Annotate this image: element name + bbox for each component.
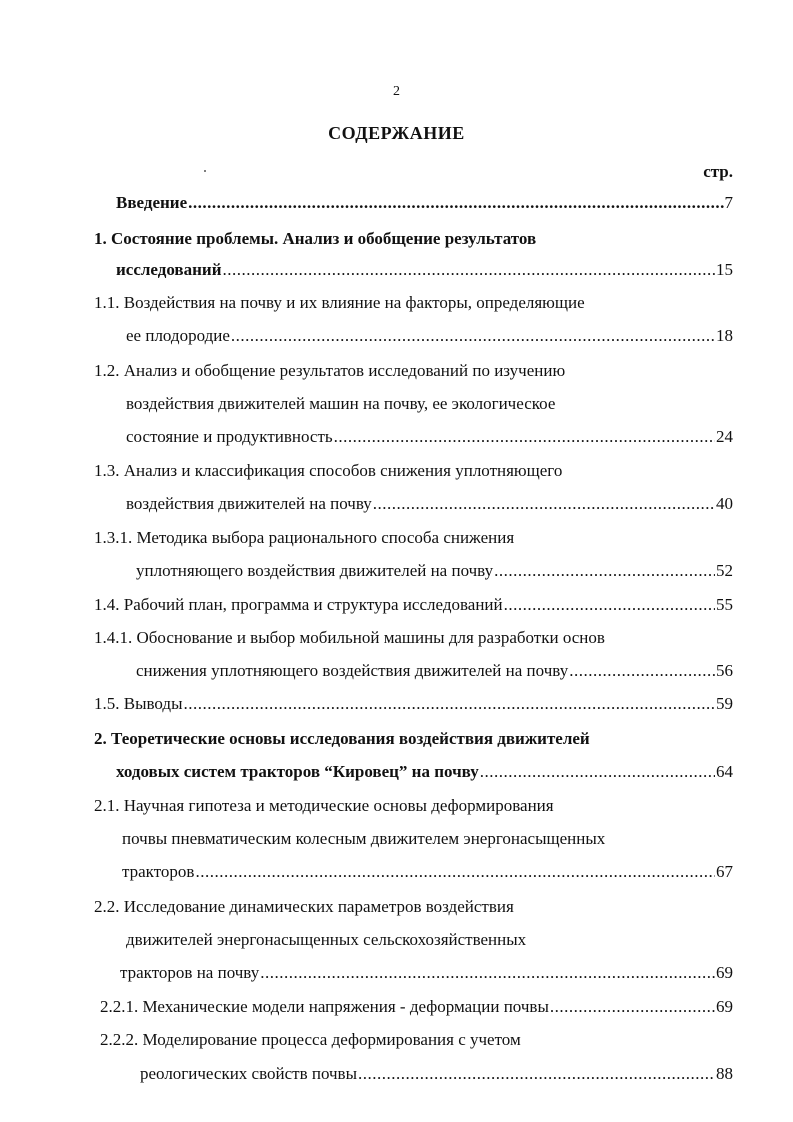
toc-entry-2-2-line3 xyxy=(120,962,733,984)
toc-entry-page: 64 xyxy=(716,762,733,781)
toc-entry-text: 2.1. Научная гипотеза и методические основы деформирования xyxy=(94,796,554,815)
toc-entry-text: воздействия движителей на почву xyxy=(126,494,372,513)
toc-entry-text: воздействия движителей машин на почву, ее экологическое xyxy=(126,394,556,413)
toc-entry-1-2-line2 xyxy=(126,393,555,415)
toc-entry-page: 15 xyxy=(716,260,733,279)
toc-entry-page: 59 xyxy=(716,694,733,713)
toc-entry-text: 1.5. Выводы xyxy=(94,694,183,713)
toc-entry-1-3-1-line1 xyxy=(94,527,514,549)
toc-entry-1-4-1-line1 xyxy=(94,627,605,649)
toc-entry-page: 40 xyxy=(716,494,733,513)
toc-leader-dots xyxy=(504,594,715,616)
toc-entry-text: 1.1. Воздействия на почву и их влияние на факторы, определяющие xyxy=(94,293,585,312)
toc-leader-dots xyxy=(494,560,715,582)
toc-entry-page: 55 xyxy=(716,595,733,614)
toc-entry-1-2-line3 xyxy=(126,426,733,448)
toc-entry-introduction xyxy=(116,192,733,214)
toc-entry-text: 1.3.1. Методика выбора рационального способа снижения xyxy=(94,528,515,547)
toc-entry-page: 7 xyxy=(724,193,733,212)
toc-leader-dots xyxy=(195,861,715,883)
toc-entry-text: 1.2. Анализ и обобщение результатов исследований по изучению xyxy=(94,361,566,380)
toc-leader-dots xyxy=(334,426,715,448)
toc-entry-text: 1. Состояние проблемы. Анализ и обобщение результатов xyxy=(94,229,537,248)
toc-entry-1-1-line2 xyxy=(126,325,733,347)
toc-entry-page: 67 xyxy=(716,862,733,881)
toc-entry-2-1-line2 xyxy=(122,828,605,850)
toc-leader-dots xyxy=(358,1063,715,1085)
toc-entry-text: снижения уплотняющего воздействия движителей на почву xyxy=(136,661,569,680)
toc-entry-text: 1.3. Анализ и классификация способов снижения уплотняющего xyxy=(94,461,563,480)
toc-entry-text: почвы пневматическим колесным движителем энергонасыщенных xyxy=(122,829,606,848)
toc-entry-2-2-1 xyxy=(100,996,733,1018)
toc-entry-text: движителей энергонасыщенных сельскохозяйственных xyxy=(126,930,527,949)
toc-entry-1-2-line1 xyxy=(94,360,565,382)
toc-leader-dots xyxy=(569,660,715,682)
toc-entry-text: тракторов на почву xyxy=(120,963,260,982)
toc-entry-page: 52 xyxy=(716,561,733,580)
toc-entry-section-1-line2 xyxy=(116,259,733,281)
toc-entry-text: исследований xyxy=(116,260,222,279)
pages-column-label: стр. xyxy=(703,162,733,181)
toc-entry-2-2-2-line1 xyxy=(100,1029,521,1051)
toc-leader-dots xyxy=(223,259,716,281)
toc-leader-dots xyxy=(188,192,723,214)
toc-entry-page: 88 xyxy=(716,1064,733,1083)
toc-entry-1-5 xyxy=(94,693,733,715)
toc-entry-section-2-line1 xyxy=(94,728,590,750)
toc-entry-text: Введение xyxy=(116,193,188,212)
toc-entry-2-1-line3 xyxy=(122,861,733,883)
page-title: СОДЕРЖАНИЕ xyxy=(328,123,465,143)
toc-leader-dots xyxy=(373,493,715,515)
toc-entry-1-3-1-line2 xyxy=(136,560,733,582)
toc-entry-1-4 xyxy=(94,594,733,616)
toc-entry-section-1-line1 xyxy=(94,228,536,250)
toc-entry-2-2-2-line2 xyxy=(140,1063,733,1085)
toc-entry-1-3-line2 xyxy=(126,493,733,515)
toc-entry-text: 2.2.2. Моделирование процесса деформирования с учетом xyxy=(100,1030,521,1049)
toc-entry-text: уплотняющего воздействия движителей на почву xyxy=(136,561,494,580)
toc-leader-dots xyxy=(480,761,715,783)
scan-speck xyxy=(204,170,206,172)
toc-leader-dots xyxy=(260,962,715,984)
toc-entry-text: 2.2. Исследование динамических параметров воздействия xyxy=(94,897,514,916)
toc-entry-page: 69 xyxy=(716,997,733,1016)
toc-entry-page: 69 xyxy=(716,963,733,982)
toc-entry-text: ходовых систем тракторов “Кировец” на почву xyxy=(116,762,479,781)
toc-leader-dots xyxy=(184,693,715,715)
toc-entry-text: 2.2.1. Механические модели напряжения - деформации почвы xyxy=(100,997,549,1016)
toc-entry-2-2-line1 xyxy=(94,896,514,918)
toc-entry-section-2-line2 xyxy=(116,761,733,783)
toc-entry-1-1-line1 xyxy=(94,292,585,314)
toc-entry-1-3-line1 xyxy=(94,460,562,482)
toc-entry-2-1-line1 xyxy=(94,795,554,817)
toc-entry-1-4-1-line2 xyxy=(136,660,733,682)
toc-entry-text: тракторов xyxy=(122,862,195,881)
toc-entry-text: 1.4.1. Обоснование и выбор мобильной машины для разработки основ xyxy=(94,628,605,647)
toc-entry-text: ее плодородие xyxy=(126,326,230,345)
toc-entry-text: состояние и продуктивность xyxy=(126,427,333,446)
toc-leader-dots xyxy=(550,996,715,1018)
toc-entry-text: 1.4. Рабочий план, программа и структура исследований xyxy=(94,595,503,614)
toc-entry-page: 18 xyxy=(716,326,733,345)
toc-leader-dots xyxy=(231,325,715,347)
toc-entry-2-2-line2 xyxy=(126,929,526,951)
page-number: 2 xyxy=(393,84,400,99)
toc-entry-text: 2. Теоретические основы исследования воздействия движителей xyxy=(94,729,590,748)
toc-entry-page: 56 xyxy=(716,661,733,680)
toc-entry-page: 24 xyxy=(716,427,733,446)
toc-entry-text: реологических свойств почвы xyxy=(140,1064,358,1083)
